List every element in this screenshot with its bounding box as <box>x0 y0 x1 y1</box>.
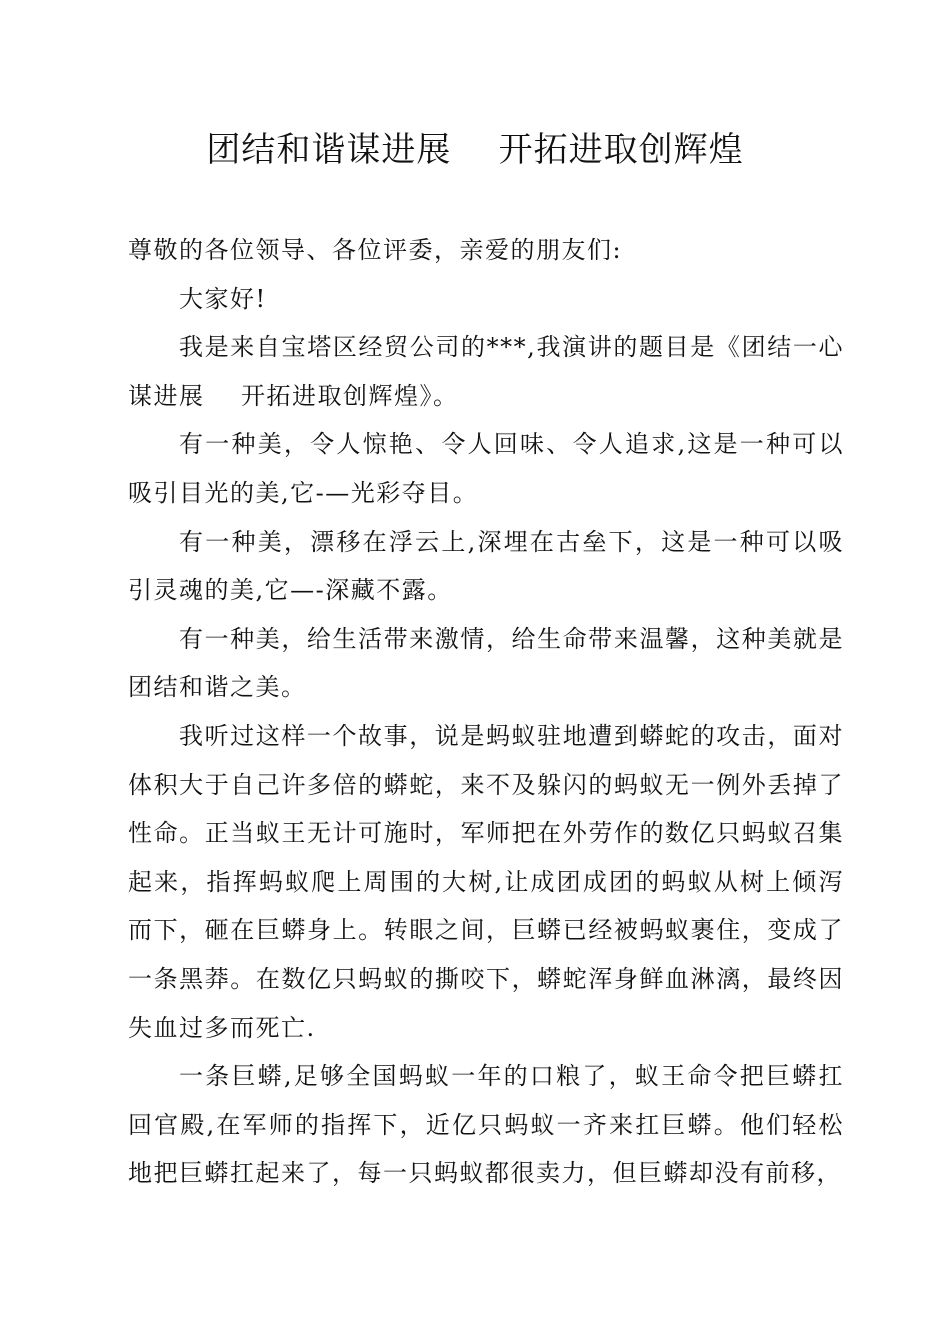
salutation: 尊敬的各位领导、各位评委，亲爱的朋友们: <box>128 236 623 264</box>
paragraph-beauty-soul: 有一种美，漂移在浮云上,深埋在古垒下，这是一种可以吸引灵魂的美,它—-深藏不露。 <box>128 527 844 605</box>
paragraph-beauty-harmony: 有一种美，给生活带来激情，给生命带来温馨，这种美就是团结和谐之美。 <box>128 624 844 702</box>
paragraph-ant-story: 我听过这样一个故事，说是蚂蚁驻地遭到蟒蛇的攻击，面对体积大于自己许多倍的蟒蛇，来不及躲闪的蚂蚁无一例外丢掉了性命。正当蚁王无计可施时，军师把在外劳作的数亿只蚂蚁召集起来，指挥蚂蚁爬上周围的大树,让成团成团的蚂蚁从树上倾泻而下，砸在巨蟒身上。转眼之间，巨蟒已经被蚂蚁裹住，变成了一条黑莽。在数亿只蚂蚁的撕咬下，蟒蛇浑身鲜血淋漓，最终因失血过多而死亡. <box>128 721 844 1042</box>
paragraph-ant-story-continued: 一条巨蟒,足够全国蚂蚁一年的口粮了，蚁王命令把巨蟒扛回官殿,在军师的指挥下，近亿只蚂蚁一齐来扛巨蟒。他们轻松地把巨蟒扛起来了，每一只蚂蚁都很卖力，但巨蟒却没有前移， <box>128 1062 844 1188</box>
paragraph-beauty-eye: 有一种美，令人惊艳、令人回味、令人追求,这是一种可以吸引目光的美,它-—光彩夺目。 <box>128 430 844 507</box>
paragraph-greeting: 大家好! <box>179 284 267 313</box>
paragraph-introduction: 我是来自宝塔区经贸公司的***,我演讲的题目是《团结一心谋进展 开拓进取创辉煌》。 <box>128 333 844 410</box>
document-body <box>128 226 844 1198</box>
document-title: 团结和谐谋进展 开拓进取创辉煌 <box>206 130 744 170</box>
